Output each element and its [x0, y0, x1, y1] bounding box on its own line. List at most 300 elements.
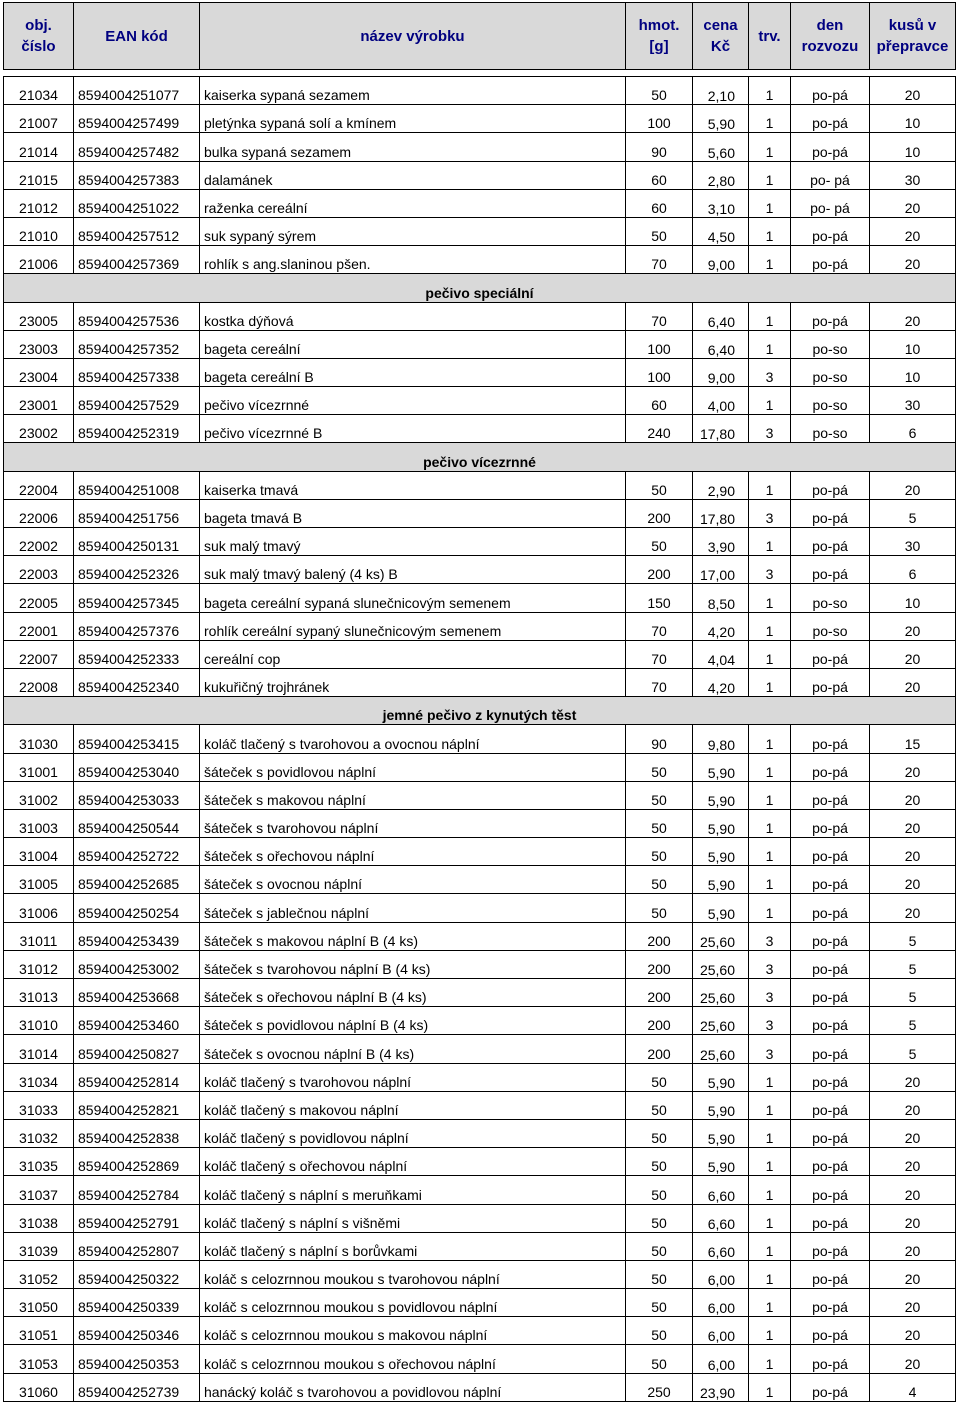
- product-number-cell: 31035: [4, 1148, 74, 1176]
- pieces-per-crate-cell: 10: [870, 133, 956, 161]
- price-cell: 25,60: [693, 979, 749, 1007]
- weight-cell: 50: [626, 838, 693, 866]
- table-row: [4, 217, 956, 245]
- ean-cell: 8594004251022: [74, 189, 200, 217]
- product-number-cell: 31003: [4, 809, 74, 837]
- table-row: [4, 358, 956, 386]
- product-number-cell: 21015: [4, 161, 74, 189]
- product-name-cell: suk sypaný sýrem: [200, 217, 626, 245]
- pieces-per-crate-cell: 20: [870, 1345, 956, 1373]
- table-row: [4, 77, 956, 105]
- pieces-per-crate-cell: 20: [870, 1148, 956, 1176]
- shelf-life-cell: 1: [749, 105, 791, 133]
- product-number-cell: 22005: [4, 584, 74, 612]
- ean-cell: 8594004252838: [74, 1119, 200, 1147]
- ean-cell: 8594004253460: [74, 1007, 200, 1035]
- delivery-day-cell: po-so: [791, 330, 870, 358]
- delivery-day-cell: po-so: [791, 584, 870, 612]
- price-cell: 5,90: [693, 105, 749, 133]
- delivery-day-cell: po-so: [791, 358, 870, 386]
- pieces-per-crate-cell: 5: [870, 1007, 956, 1035]
- delivery-day-cell: po-pá: [791, 1232, 870, 1260]
- delivery-day-cell: po-pá: [791, 1176, 870, 1204]
- table-row: [4, 584, 956, 612]
- delivery-day-cell: po-pá: [791, 894, 870, 922]
- product-name-cell: šáteček s povidlovou náplní B (4 ks): [200, 1007, 626, 1035]
- delivery-day-cell: po-pá: [791, 1373, 870, 1401]
- ean-cell: 8594004257369: [74, 246, 200, 274]
- pieces-per-crate-cell: 5: [870, 499, 956, 527]
- weight-cell: 90: [626, 725, 693, 753]
- weight-cell: 240: [626, 415, 693, 443]
- product-number-cell: 31004: [4, 838, 74, 866]
- delivery-day-cell: po- pá: [791, 189, 870, 217]
- ean-cell: 8594004252333: [74, 640, 200, 668]
- pieces-per-crate-cell: 6: [870, 415, 956, 443]
- header-price: cena Kč: [693, 3, 749, 70]
- price-cell: 2,90: [693, 471, 749, 499]
- weight-cell: 50: [626, 471, 693, 499]
- shelf-life-cell: 3: [749, 950, 791, 978]
- weight-cell: 50: [626, 1289, 693, 1317]
- shelf-life-cell: 1: [749, 1119, 791, 1147]
- ean-cell: 8594004257352: [74, 330, 200, 358]
- ean-cell: 8594004251008: [74, 471, 200, 499]
- product-name-cell: koláč tlačený s ořechovou náplní: [200, 1148, 626, 1176]
- delivery-day-cell: po-pá: [791, 838, 870, 866]
- header-product-number: obj. číslo: [4, 3, 74, 70]
- price-cell: 25,60: [693, 922, 749, 950]
- shelf-life-cell: 1: [749, 894, 791, 922]
- shelf-life-cell: 1: [749, 809, 791, 837]
- product-number-cell: 23002: [4, 415, 74, 443]
- product-name-cell: kostka dýňová: [200, 302, 626, 330]
- price-cell: 17,00: [693, 556, 749, 584]
- price-cell: 25,60: [693, 1035, 749, 1063]
- product-name-cell: kaiserka tmavá: [200, 471, 626, 499]
- price-cell: 2,10: [693, 77, 749, 105]
- table-row: [4, 471, 956, 499]
- shelf-life-cell: 1: [749, 1373, 791, 1401]
- shelf-life-cell: 1: [749, 1176, 791, 1204]
- delivery-day-cell: po-pá: [791, 725, 870, 753]
- delivery-day-cell: po-pá: [791, 781, 870, 809]
- product-name-cell: koláč tlačený s makovou náplní: [200, 1091, 626, 1119]
- weight-cell: 250: [626, 1373, 693, 1401]
- weight-cell: 50: [626, 1091, 693, 1119]
- ean-cell: 8594004257338: [74, 358, 200, 386]
- price-cell: 4,20: [693, 612, 749, 640]
- table-row: [4, 1119, 956, 1147]
- product-number-cell: 22008: [4, 668, 74, 696]
- price-cell: 9,00: [693, 246, 749, 274]
- price-cell: 5,90: [693, 781, 749, 809]
- shelf-life-cell: 3: [749, 499, 791, 527]
- weight-cell: 50: [626, 753, 693, 781]
- delivery-day-cell: po-pá: [791, 471, 870, 499]
- table-row: [4, 1317, 956, 1345]
- weight-cell: 50: [626, 1317, 693, 1345]
- shelf-life-cell: 1: [749, 725, 791, 753]
- weight-cell: 70: [626, 246, 693, 274]
- delivery-day-cell: po-pá: [791, 922, 870, 950]
- pieces-per-crate-cell: 20: [870, 1119, 956, 1147]
- product-name-cell: cereální cop: [200, 640, 626, 668]
- weight-cell: 200: [626, 950, 693, 978]
- price-cell: 6,40: [693, 330, 749, 358]
- table-row: [4, 387, 956, 415]
- header-delivery-day: den rozvozu: [791, 3, 870, 70]
- weight-cell: 50: [626, 894, 693, 922]
- pieces-per-crate-cell: 5: [870, 979, 956, 1007]
- table-row: [4, 753, 956, 781]
- delivery-day-cell: po-so: [791, 415, 870, 443]
- weight-cell: 70: [626, 302, 693, 330]
- product-name-cell: šáteček s makovou náplní: [200, 781, 626, 809]
- ean-cell: 8594004252340: [74, 668, 200, 696]
- table-row: [4, 1091, 956, 1119]
- product-name-cell: suk malý tmavý balený (4 ks) B: [200, 556, 626, 584]
- ean-cell: 8594004252685: [74, 866, 200, 894]
- product-name-cell: suk malý tmavý: [200, 528, 626, 556]
- shelf-life-cell: 1: [749, 1204, 791, 1232]
- ean-cell: 8594004253002: [74, 950, 200, 978]
- product-name-cell: pletýnka sypaná solí a kmínem: [200, 105, 626, 133]
- product-number-cell: 31037: [4, 1176, 74, 1204]
- weight-cell: 60: [626, 161, 693, 189]
- pieces-per-crate-cell: 20: [870, 894, 956, 922]
- price-cell: 6,40: [693, 302, 749, 330]
- product-name-cell: koláč s celozrnnou moukou s ořechovou náplní: [200, 1345, 626, 1373]
- table-row: [4, 105, 956, 133]
- product-number-cell: 22007: [4, 640, 74, 668]
- product-number-cell: 31006: [4, 894, 74, 922]
- ean-cell: 8594004252739: [74, 1373, 200, 1401]
- pieces-per-crate-cell: 10: [870, 105, 956, 133]
- table-row: [4, 640, 956, 668]
- pieces-per-crate-cell: 20: [870, 612, 956, 640]
- table-row: [4, 302, 956, 330]
- price-cell: 3,10: [693, 189, 749, 217]
- weight-cell: 200: [626, 499, 693, 527]
- header-ean-code: EAN kód: [74, 3, 200, 70]
- ean-cell: 8594004257345: [74, 584, 200, 612]
- pieces-per-crate-cell: 10: [870, 330, 956, 358]
- pieces-per-crate-cell: 5: [870, 950, 956, 978]
- section-title: pečivo speciální: [4, 274, 956, 302]
- product-number-cell: 23005: [4, 302, 74, 330]
- price-cell: 5,90: [693, 1091, 749, 1119]
- table-row: [4, 133, 956, 161]
- table-row: [4, 725, 956, 753]
- weight-cell: 50: [626, 77, 693, 105]
- ean-cell: 8594004252326: [74, 556, 200, 584]
- pieces-per-crate-cell: 20: [870, 471, 956, 499]
- weight-cell: 60: [626, 387, 693, 415]
- price-cell: 6,60: [693, 1176, 749, 1204]
- shelf-life-cell: 1: [749, 640, 791, 668]
- delivery-day-cell: po-pá: [791, 979, 870, 1007]
- price-cell: 5,90: [693, 1148, 749, 1176]
- product-number-cell: 31032: [4, 1119, 74, 1147]
- pieces-per-crate-cell: 20: [870, 246, 956, 274]
- shelf-life-cell: 1: [749, 866, 791, 894]
- product-name-cell: šáteček s makovou náplní B (4 ks): [200, 922, 626, 950]
- shelf-life-cell: 1: [749, 1091, 791, 1119]
- pieces-per-crate-cell: 5: [870, 922, 956, 950]
- shelf-life-cell: 3: [749, 1035, 791, 1063]
- pieces-per-crate-cell: 10: [870, 584, 956, 612]
- product-price-list: [3, 2, 955, 1402]
- ean-cell: 8594004257512: [74, 217, 200, 245]
- delivery-day-cell: po-pá: [791, 246, 870, 274]
- product-name-cell: koláč tlačený s náplní s višněmi: [200, 1204, 626, 1232]
- product-name-cell: koláč tlačený s náplní s borůvkami: [200, 1232, 626, 1260]
- pieces-per-crate-cell: 20: [870, 640, 956, 668]
- shelf-life-cell: 1: [749, 1148, 791, 1176]
- table-row: [4, 866, 956, 894]
- price-cell: 17,80: [693, 499, 749, 527]
- delivery-day-cell: po-pá: [791, 1204, 870, 1232]
- product-name-cell: pečivo vícezrnné: [200, 387, 626, 415]
- price-cell: 25,60: [693, 1007, 749, 1035]
- product-number-cell: 22003: [4, 556, 74, 584]
- price-cell: 5,90: [693, 838, 749, 866]
- spacer-cell: [4, 70, 956, 77]
- price-cell: 9,80: [693, 725, 749, 753]
- product-name-cell: kaiserka sypaná sezamem: [200, 77, 626, 105]
- header-weight: hmot. [g]: [626, 3, 693, 70]
- table-row: [4, 556, 956, 584]
- shelf-life-cell: 1: [749, 161, 791, 189]
- weight-cell: 60: [626, 189, 693, 217]
- delivery-day-cell: po-pá: [791, 556, 870, 584]
- product-number-cell: 31050: [4, 1289, 74, 1317]
- weight-cell: 50: [626, 1063, 693, 1091]
- price-cell: 17,80: [693, 415, 749, 443]
- shelf-life-cell: 1: [749, 668, 791, 696]
- product-number-cell: 21007: [4, 105, 74, 133]
- ean-cell: 8594004252807: [74, 1232, 200, 1260]
- product-name-cell: šáteček s povidlovou náplní: [200, 753, 626, 781]
- product-name-cell: koláč s celozrnnou moukou s tvarohovou náplní: [200, 1260, 626, 1288]
- shelf-life-cell: 1: [749, 753, 791, 781]
- product-number-cell: 31011: [4, 922, 74, 950]
- ean-cell: 8594004252814: [74, 1063, 200, 1091]
- ean-cell: 8594004250339: [74, 1289, 200, 1317]
- ean-cell: 8594004257482: [74, 133, 200, 161]
- table-row: [4, 1148, 956, 1176]
- table-row: [4, 1232, 956, 1260]
- price-cell: 6,00: [693, 1260, 749, 1288]
- weight-cell: 90: [626, 133, 693, 161]
- pieces-per-crate-cell: 20: [870, 1289, 956, 1317]
- pieces-per-crate-cell: 20: [870, 217, 956, 245]
- weight-cell: 200: [626, 556, 693, 584]
- product-number-cell: 21010: [4, 217, 74, 245]
- shelf-life-cell: 1: [749, 781, 791, 809]
- price-cell: 23,90: [693, 1373, 749, 1401]
- price-cell: 4,04: [693, 640, 749, 668]
- table-row: [4, 1007, 956, 1035]
- shelf-life-cell: 1: [749, 387, 791, 415]
- weight-cell: 70: [626, 612, 693, 640]
- delivery-day-cell: po-pá: [791, 1119, 870, 1147]
- pieces-per-crate-cell: 20: [870, 1317, 956, 1345]
- product-number-cell: 23004: [4, 358, 74, 386]
- table-row: [4, 668, 956, 696]
- ean-cell: 8594004257536: [74, 302, 200, 330]
- shelf-life-cell: 1: [749, 612, 791, 640]
- delivery-day-cell: po-pá: [791, 1148, 870, 1176]
- price-cell: 3,90: [693, 528, 749, 556]
- table-row: [4, 1289, 956, 1317]
- header-shelf-life: trv.: [749, 3, 791, 70]
- delivery-day-cell: po-so: [791, 387, 870, 415]
- weight-cell: 50: [626, 809, 693, 837]
- product-name-cell: šáteček s tvarohovou náplní: [200, 809, 626, 837]
- table-row: [4, 894, 956, 922]
- price-cell: 4,20: [693, 668, 749, 696]
- delivery-day-cell: po-pá: [791, 866, 870, 894]
- price-cell: 5,90: [693, 866, 749, 894]
- product-number-cell: 22004: [4, 471, 74, 499]
- pieces-per-crate-cell: 20: [870, 866, 956, 894]
- weight-cell: 150: [626, 584, 693, 612]
- table-row: [4, 1176, 956, 1204]
- delivery-day-cell: po-pá: [791, 77, 870, 105]
- product-number-cell: 21014: [4, 133, 74, 161]
- product-number-cell: 31002: [4, 781, 74, 809]
- ean-cell: 8594004257499: [74, 105, 200, 133]
- ean-cell: 8594004250827: [74, 1035, 200, 1063]
- price-cell: 6,00: [693, 1317, 749, 1345]
- weight-cell: 50: [626, 1148, 693, 1176]
- price-cell: 4,50: [693, 217, 749, 245]
- price-cell: 5,60: [693, 133, 749, 161]
- product-number-cell: 31052: [4, 1260, 74, 1288]
- table-row: [4, 415, 956, 443]
- shelf-life-cell: 1: [749, 1260, 791, 1288]
- price-cell: 5,90: [693, 1063, 749, 1091]
- pieces-per-crate-cell: 20: [870, 1232, 956, 1260]
- pieces-per-crate-cell: 20: [870, 77, 956, 105]
- pieces-per-crate-cell: 20: [870, 1260, 956, 1288]
- product-name-cell: šáteček s ovocnou náplní: [200, 866, 626, 894]
- shelf-life-cell: 3: [749, 358, 791, 386]
- product-name-cell: koláč tlačený s povidlovou náplní: [200, 1119, 626, 1147]
- pieces-per-crate-cell: 20: [870, 1063, 956, 1091]
- product-number-cell: 31034: [4, 1063, 74, 1091]
- product-table: [3, 2, 956, 1402]
- shelf-life-cell: 1: [749, 77, 791, 105]
- product-number-cell: 22006: [4, 499, 74, 527]
- delivery-day-cell: po-pá: [791, 1345, 870, 1373]
- pieces-per-crate-cell: 4: [870, 1373, 956, 1401]
- product-name-cell: bageta cereální B: [200, 358, 626, 386]
- pieces-per-crate-cell: 30: [870, 387, 956, 415]
- delivery-day-cell: po-pá: [791, 105, 870, 133]
- weight-cell: 50: [626, 781, 693, 809]
- pieces-per-crate-cell: 20: [870, 1176, 956, 1204]
- shelf-life-cell: 1: [749, 528, 791, 556]
- weight-cell: 100: [626, 358, 693, 386]
- table-row: [4, 781, 956, 809]
- shelf-life-cell: 3: [749, 922, 791, 950]
- price-cell: 6,00: [693, 1289, 749, 1317]
- price-cell: 5,90: [693, 894, 749, 922]
- section-header-row: [4, 274, 956, 302]
- price-cell: 5,90: [693, 753, 749, 781]
- weight-cell: 200: [626, 979, 693, 1007]
- product-number-cell: 22002: [4, 528, 74, 556]
- product-number-cell: 31033: [4, 1091, 74, 1119]
- header-pieces-per-crate: kusů v přepravce: [870, 3, 956, 70]
- ean-cell: 8594004250346: [74, 1317, 200, 1345]
- table-row: [4, 1260, 956, 1288]
- delivery-day-cell: po-pá: [791, 133, 870, 161]
- product-name-cell: kukuřičný trojhránek: [200, 668, 626, 696]
- weight-cell: 50: [626, 217, 693, 245]
- shelf-life-cell: 3: [749, 556, 791, 584]
- price-cell: 2,80: [693, 161, 749, 189]
- product-name-cell: koláč s celozrnnou moukou s makovou náplní: [200, 1317, 626, 1345]
- ean-cell: 8594004250131: [74, 528, 200, 556]
- ean-cell: 8594004252791: [74, 1204, 200, 1232]
- product-name-cell: hanácký koláč s tvarohovou a povidlovou náplní: [200, 1373, 626, 1401]
- table-row: [4, 612, 956, 640]
- delivery-day-cell: po-pá: [791, 1063, 870, 1091]
- delivery-day-cell: po-pá: [791, 1091, 870, 1119]
- weight-cell: 70: [626, 668, 693, 696]
- shelf-life-cell: 1: [749, 584, 791, 612]
- weight-cell: 50: [626, 1204, 693, 1232]
- product-number-cell: 31030: [4, 725, 74, 753]
- table-row: [4, 1035, 956, 1063]
- header-spacer-row: [4, 70, 956, 77]
- ean-cell: 8594004250544: [74, 809, 200, 837]
- table-row: [4, 246, 956, 274]
- table-row: [4, 528, 956, 556]
- delivery-day-cell: po-pá: [791, 528, 870, 556]
- delivery-day-cell: po-pá: [791, 753, 870, 781]
- product-number-cell: 31038: [4, 1204, 74, 1232]
- weight-cell: 50: [626, 1232, 693, 1260]
- product-number-cell: 31053: [4, 1345, 74, 1373]
- pieces-per-crate-cell: 20: [870, 189, 956, 217]
- weight-cell: 50: [626, 1260, 693, 1288]
- product-number-cell: 31039: [4, 1232, 74, 1260]
- product-number-cell: 31014: [4, 1035, 74, 1063]
- delivery-day-cell: po-pá: [791, 499, 870, 527]
- price-cell: 6,60: [693, 1204, 749, 1232]
- table-row: [4, 1373, 956, 1401]
- ean-cell: 8594004250254: [74, 894, 200, 922]
- pieces-per-crate-cell: 20: [870, 302, 956, 330]
- pieces-per-crate-cell: 6: [870, 556, 956, 584]
- weight-cell: 50: [626, 1345, 693, 1373]
- pieces-per-crate-cell: 20: [870, 753, 956, 781]
- header-product-name: název výrobku: [200, 3, 626, 70]
- shelf-life-cell: 1: [749, 1345, 791, 1373]
- pieces-per-crate-cell: 20: [870, 1204, 956, 1232]
- product-name-cell: pečivo vícezrnné B: [200, 415, 626, 443]
- product-name-cell: koláč s celozrnnou moukou s povidlovou náplní: [200, 1289, 626, 1317]
- pieces-per-crate-cell: 10: [870, 358, 956, 386]
- section-header-row: [4, 443, 956, 471]
- pieces-per-crate-cell: 20: [870, 809, 956, 837]
- product-name-cell: šáteček s ořechovou náplní: [200, 838, 626, 866]
